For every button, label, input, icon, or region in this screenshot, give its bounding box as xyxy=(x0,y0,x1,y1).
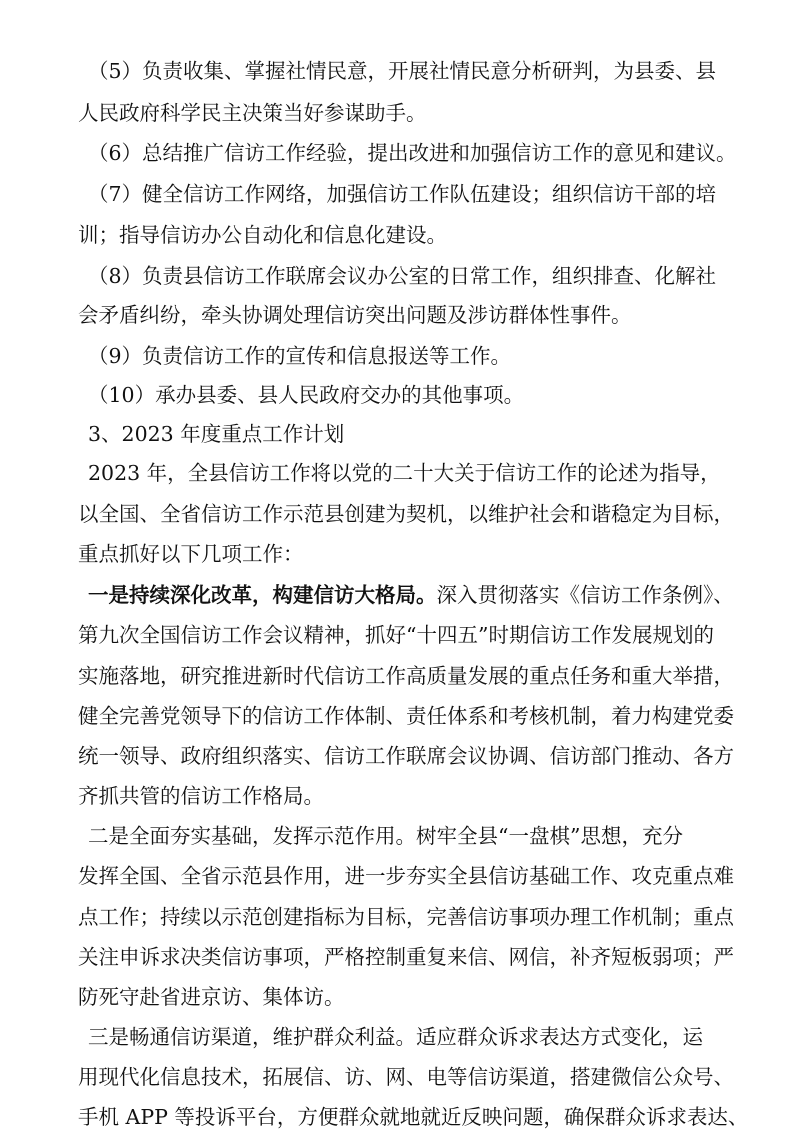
paragraph-line: 点工作；持续以示范创建指标为目标，完善信访事项办理工作机制；重点 xyxy=(78,905,734,929)
paragraph-line: 关注申诉求决类信访事项，严格控制重复来信、网信，补齐短板弱项；严 xyxy=(78,945,734,969)
paragraph-line: 人民政府科学民主决策当好参谋助手。 xyxy=(78,101,427,125)
paragraph-line: 第九次全国信访工作会议精神，抓好“十四五”时期信访工作发展规划的 xyxy=(78,623,714,647)
paragraph-line: （8）负责县信访工作联席会议办公室的日常工作，组织排查、化解社 xyxy=(88,264,717,288)
paragraph-line: 齐抓共管的信访工作格局。 xyxy=(78,784,324,808)
paragraph-line: 重点抓好以下几项工作： xyxy=(78,542,304,566)
paragraph-line: （9）负责信访工作的宣传和信息报送等工作。 xyxy=(88,344,512,368)
paragraph-line: 用现代化信息技术，拓展信、访、网、电等信访渠道，搭建微信公众号、 xyxy=(78,1065,734,1089)
paragraph-line: 训；指导信访办公自动化和信息化建设。 xyxy=(78,223,447,247)
paragraph-line: 手机 APP 等投诉平台，方便群众就地就近反映问题，确保群众诉求表达、 xyxy=(78,1105,749,1129)
bold-lead-text: 一是持续深化改革，构建信访大格局。 xyxy=(88,583,437,607)
paragraph-line: 三是畅通信访渠道，维护群众利益。适应群众诉求表达方式变化，运 xyxy=(88,1025,703,1049)
paragraph-line: 防死守赴省进京访、集体访。 xyxy=(78,985,345,1009)
paragraph-line: 2023 年，全县信访工作将以党的二十大关于信访工作的论述为指导， xyxy=(88,461,721,485)
paragraph-text: 深入贯彻落实《信访工作条例》、 xyxy=(436,583,734,607)
paragraph-line: （7）健全信访工作网络，加强信访工作队伍建设；组织信访干部的培 xyxy=(88,182,717,206)
paragraph-line: （6）总结推广信访工作经验，提出改进和加强信访工作的意见和建议。 xyxy=(88,141,737,165)
paragraph-line: 会矛盾纠纷，牵头协调处理信访突出问题及涉访群体性事件。 xyxy=(78,303,632,327)
paragraph-line xyxy=(0,581,793,609)
paragraph-line: （5）负责收集、掌握社情民意，开展社情民意分析研判，为县委、县 xyxy=(88,59,717,83)
paragraph-line: （10）承办县委、县人民政府交办的其他事项。 xyxy=(88,383,525,407)
paragraph-line: 统一领导、政府组织落实、信访工作联席会议协调、信访部门推动、各方 xyxy=(78,744,734,768)
paragraph-line: 以全国、全省信访工作示范县创建为契机，以维护社会和谐稳定为目标， xyxy=(78,502,734,526)
paragraph-line: 发挥全国、全省示范县作用，进一步夯实全县信访基础工作、攻克重点难 xyxy=(78,864,734,888)
paragraph-line: 实施落地，研究推进新时代信访工作高质量发展的重点任务和重大举措， xyxy=(78,664,734,688)
section-heading: 3、2023 年度重点工作计划 xyxy=(88,422,345,446)
paragraph-line: 健全完善党领导下的信访工作体制、责任体系和考核机制，着力构建党委 xyxy=(78,704,734,728)
paragraph-line: 二是全面夯实基础，发挥示范作用。树牢全县“一盘棋”思想，充分 xyxy=(88,824,683,848)
